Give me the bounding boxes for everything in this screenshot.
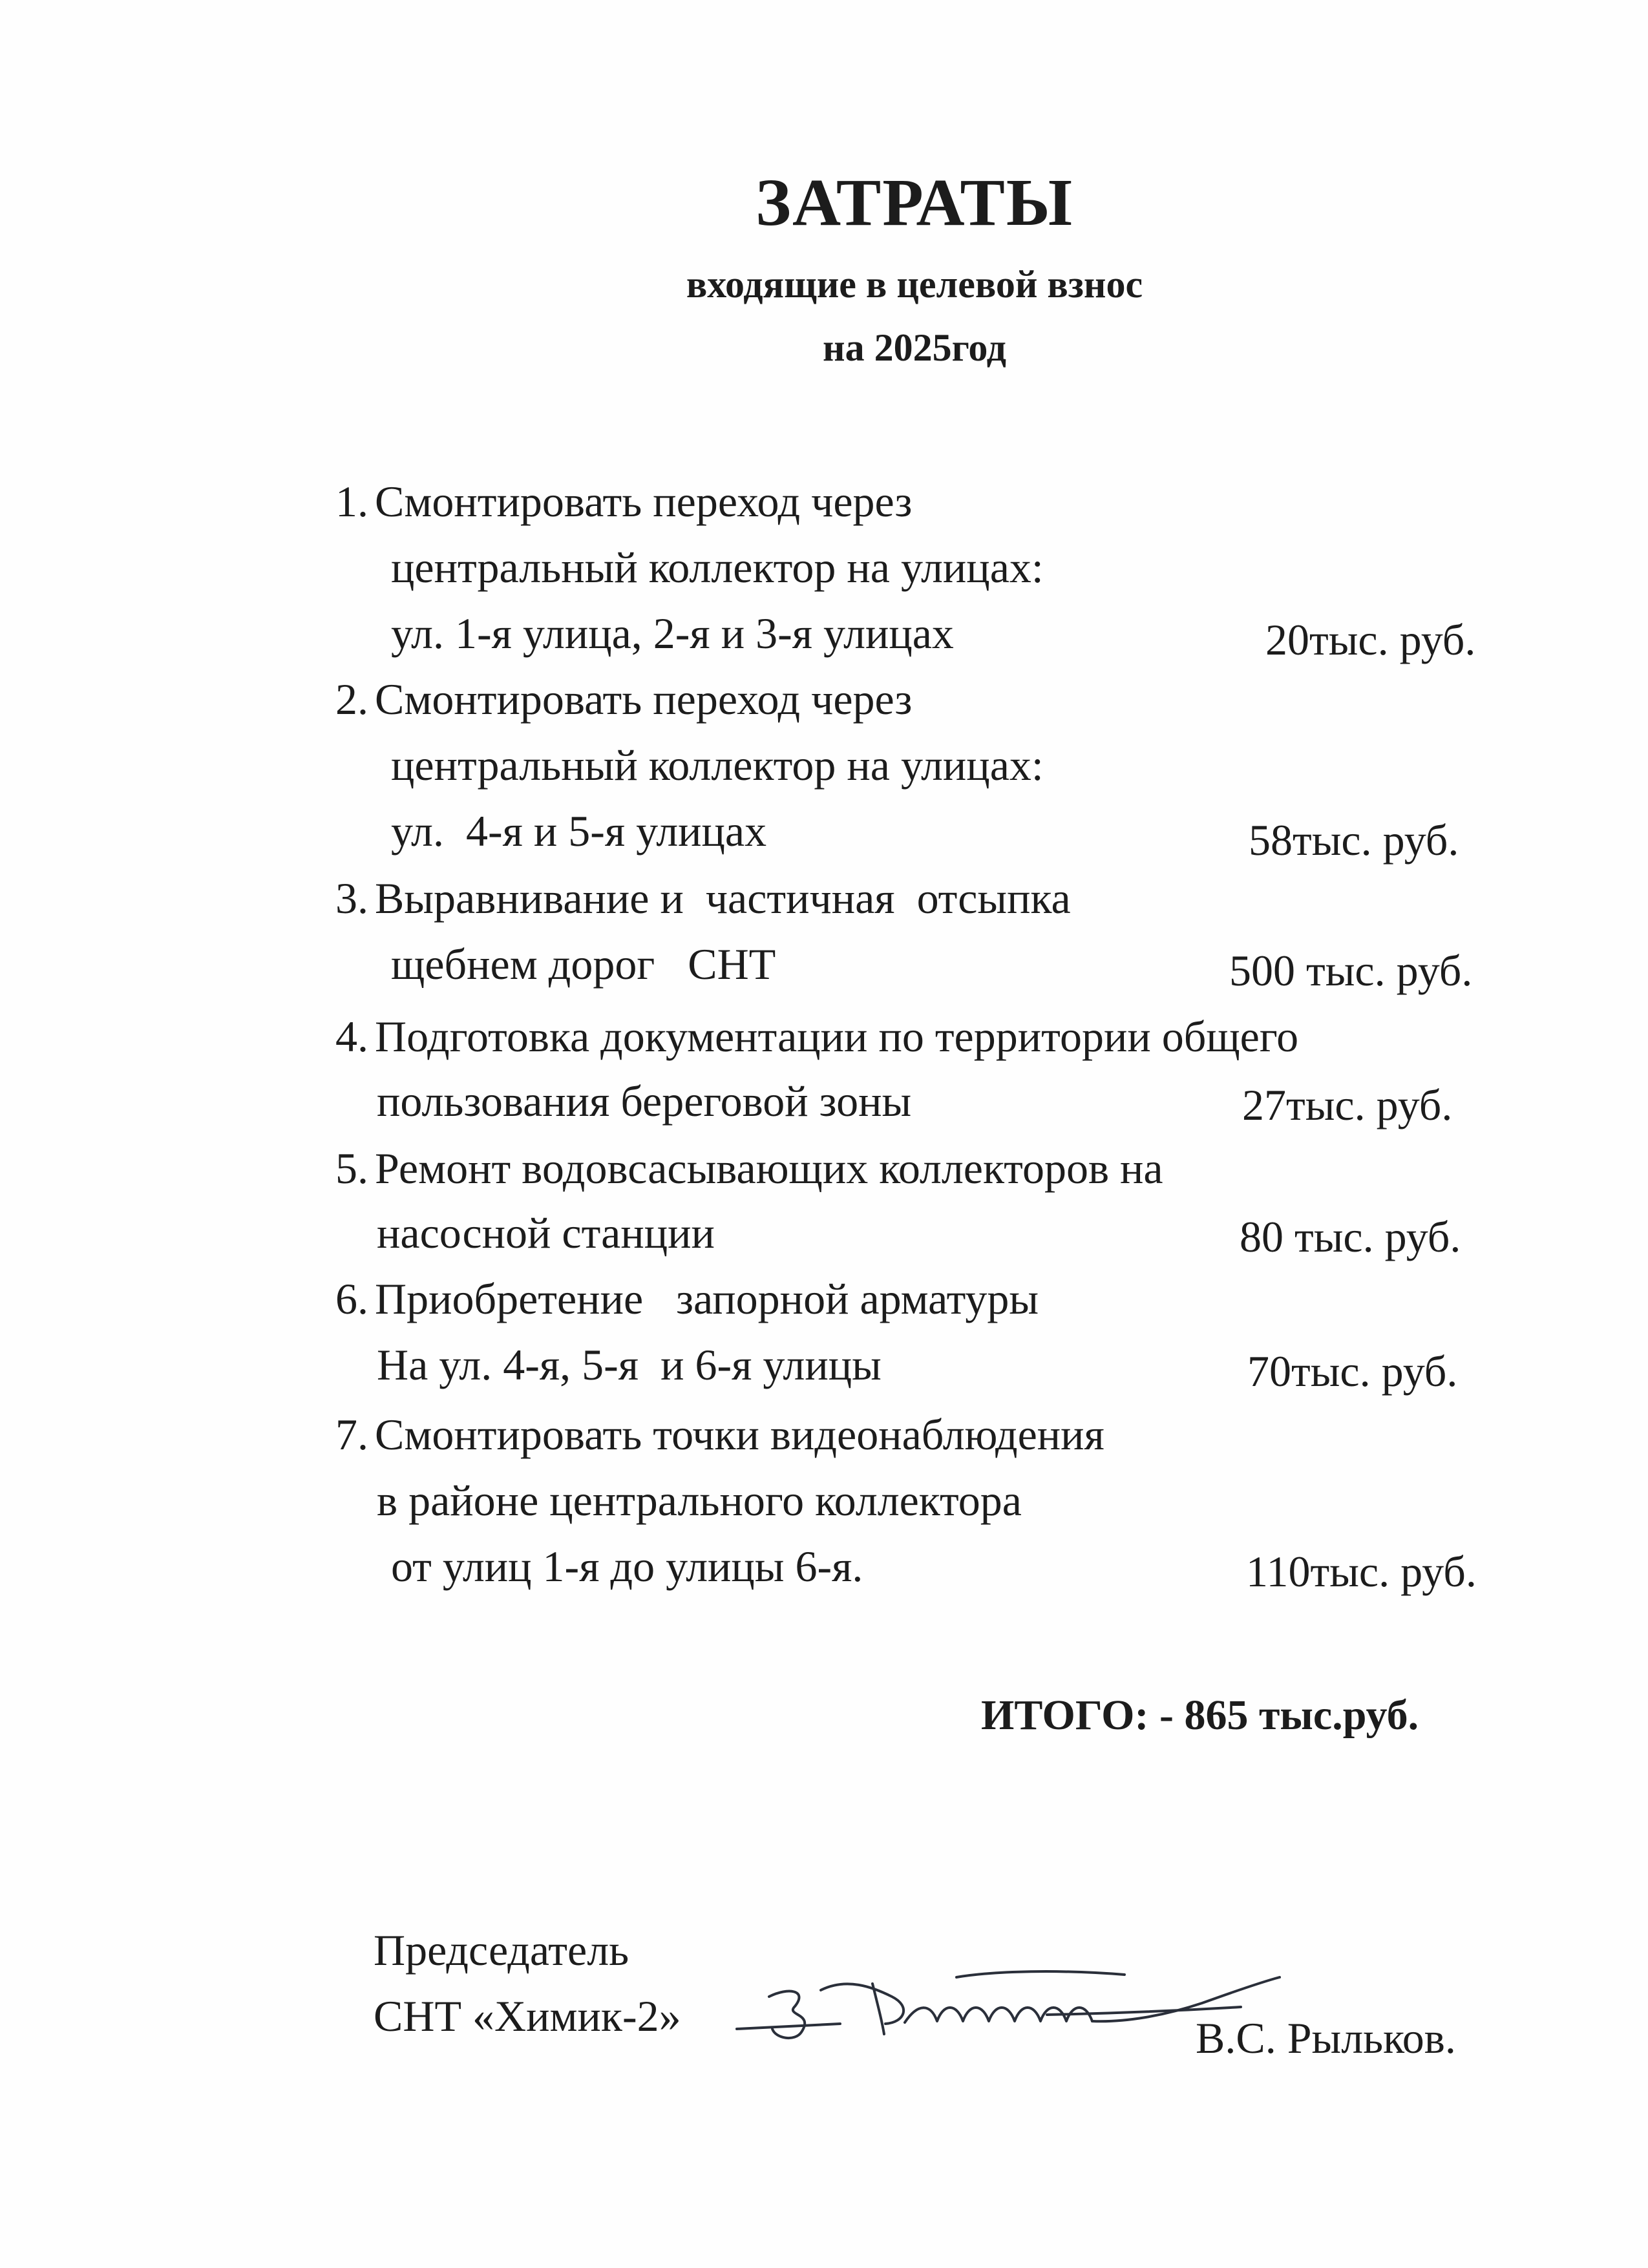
item-amount: 80 тыс. руб. bbox=[1240, 1212, 1461, 1261]
item-amount: 500 тыс. руб. bbox=[1229, 946, 1473, 995]
item-text-line: ул. 4-я и 5-я улицах bbox=[391, 806, 767, 856]
handwritten-signature bbox=[724, 1951, 1325, 2061]
item-text-line: Смонтировать переход через bbox=[375, 477, 913, 526]
item-text-line: центральный коллектор на улицах: bbox=[391, 740, 1044, 790]
item-number: 6. bbox=[335, 1274, 368, 1323]
item-text-line: в районе центрального коллектора bbox=[377, 1476, 1022, 1525]
item-text-line: насосной станции bbox=[377, 1208, 715, 1257]
item-number: 3. bbox=[335, 874, 368, 923]
item-text-line: щебнем дорог СНТ bbox=[391, 940, 776, 989]
item-number: 7. bbox=[335, 1410, 368, 1459]
document-year: на 2025год bbox=[823, 326, 1006, 369]
item-amount: 70тыс. руб. bbox=[1247, 1347, 1458, 1396]
item-text-line: Приобретение запорной арматуры bbox=[375, 1274, 1039, 1323]
document-title: ЗАТРАТЫ bbox=[755, 165, 1073, 240]
signer-position: Председатель bbox=[374, 1926, 629, 1975]
item-text-line: пользования береговой зоны bbox=[377, 1076, 912, 1126]
signer-name: В.С. Рыльков. bbox=[1196, 2013, 1456, 2063]
item-number: 2. bbox=[335, 675, 368, 724]
item-number: 1. bbox=[335, 477, 368, 526]
item-number: 5. bbox=[335, 1144, 368, 1193]
item-amount: 58тыс. руб. bbox=[1249, 815, 1459, 865]
item-amount: 110тыс. руб. bbox=[1246, 1547, 1477, 1596]
item-text-line: центральный коллектор на улицах: bbox=[391, 543, 1044, 592]
signer-organization: СНТ «Химик-2» bbox=[374, 1991, 681, 2041]
item-text-line: На ул. 4-я, 5-я и 6-я улицы bbox=[377, 1340, 882, 1389]
item-text-line: Выравнивание и частичная отсыпка bbox=[375, 874, 1071, 923]
total-amount: ИТОГО: - 865 тыс.руб. bbox=[981, 1692, 1419, 1739]
item-text-line: от улиц 1-я до улицы 6-я. bbox=[391, 1542, 863, 1591]
item-amount: 20тыс. руб. bbox=[1265, 615, 1476, 664]
document-subtitle: входящие в целевой взнос bbox=[686, 263, 1143, 306]
item-text-line: Подготовка документации по территории общего bbox=[375, 1012, 1299, 1061]
item-number: 4. bbox=[335, 1012, 368, 1061]
item-amount: 27тыс. руб. bbox=[1242, 1080, 1453, 1129]
item-text-line: Смонтировать переход через bbox=[375, 675, 913, 724]
item-text-line: Смонтировать точки видеонаблюдения bbox=[375, 1410, 1104, 1459]
item-text-line: Ремонт водовсасывающих коллекторов на bbox=[375, 1144, 1163, 1193]
item-text-line: ул. 1-я улица, 2-я и 3-я улицах bbox=[391, 609, 954, 658]
